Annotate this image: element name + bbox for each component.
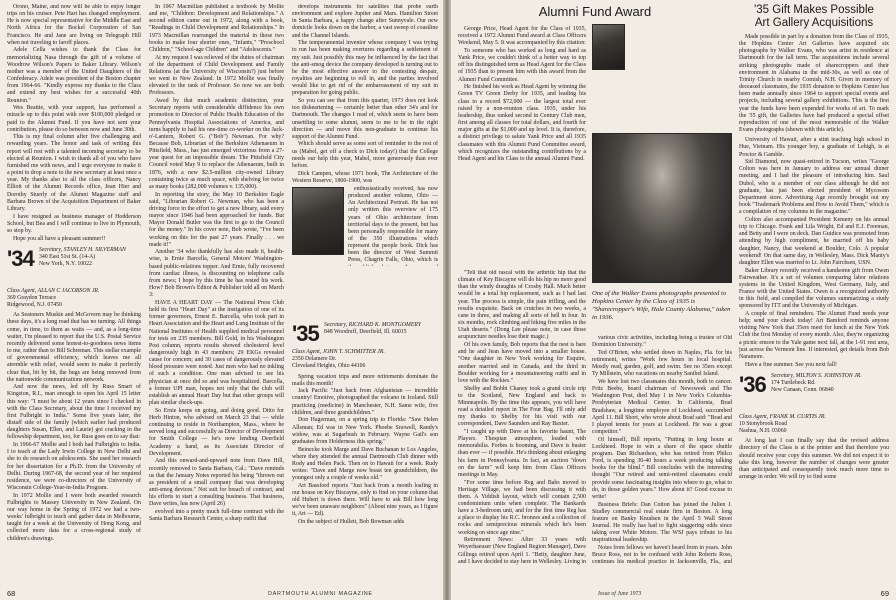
agent-address: Cleveland Heights, Ohio 44106	[292, 363, 366, 370]
paragraph: On the subject of Hullett, Bob Bowman adds	[298, 519, 405, 526]
paragraph: So you can see that from this quarter, 1973 does not look too disheartening — certainly better than other 34's and for Dartmouth. The changes I read of, which seem to have been unsettling to some alumni, seem to me to be in the right direction — and move this non-graduate to continue his support of the Alumni Fund.	[292, 98, 438, 140]
paragraph: In 1972 Mollie and I were both awarded research Fulbrights to Massey University in New Zealand. On our way home in the Spring of 1972 we had a two-weeks' fulbright to teach and gather data in Melbourne, taught for a week at the University of Hong Kong, and collected more data for a cross-regional study of children's drawings.	[7, 492, 141, 542]
right-page	[451, 0, 896, 600]
paragraph: As Seatoners Muskie and McGovern may be thinking these days, it's a long road that has no turning. All things come, in time, to them as waits — and, as a long-time waiter, I'm pleased to report that the U.S. Postal Service recently delivered some honest-to-goodness news items to me, rather than to Bill Schreman. This stellar example of governmental efficiency, which leaves me all atremble with relief, would seem to make it perfectly clear that, bit by bit, the bugs are being removed from the nationwide communications network.	[7, 312, 141, 383]
paragraph: And now the news, led off by Russ Smart of Kingston, R.I., man enough to open his April 15 letter this way: "I must be about 12 years since I checked in with the Class Secretary, about the time I received my first Fulbright to India." Some five years later, the distaff side of the family (which earlier had produced daughters Susan, Ellen, and Laurie) got cracking in the fellowship department, too, for Russ goes on to say that:	[7, 384, 141, 441]
paragraph: Don Hagerman, on a spring trip to Florida: "Saw Helen Allsman; Ed was in New York. Phoebe Snowell, Randy's widow, was at Sugarbush in February. Wayne Gail's son graduates from Holderness this spring."	[292, 417, 438, 445]
class-numeral: '36	[739, 371, 766, 397]
magazine-name: DARTMOUTH ALUMNI MAGAZINE	[268, 591, 373, 597]
col3b-text	[348, 186, 438, 266]
col2-text	[149, 4, 284, 523]
left-column-3	[292, 4, 438, 564]
page-number: 69	[880, 589, 889, 598]
paragraph: Dick Campen, whose 1971 book, The Architecture of the Western Reserve, 1800-1900, was	[292, 170, 438, 184]
paragraph: develops instruments for satellites that probe earth environment and explore Jupiter and Mars. Hamilton Street in Santa Barbara, a happy change after Sunnyvale. Our new domicile looks down on the harbor, a vast sweep of coastline and the Channel Islands.	[292, 4, 438, 39]
paragraph: The temperamental inventor whose company I was trying to run has been making overtures regarding a settlement of my suit. Just possibly this may be influenced by the fact that the anti-smog device the company developed is turning out to be the most effective answer to the contesting despair, royalties are beginning to roll in, and the parties involved would like to get rid of the embarrassment of my suit in preparation for going public.	[292, 40, 438, 97]
paragraph: "Tell that old rascal with the arthritic hip that the climate of Key Biscayne will do his hip no more good than the windy draughts of Crosby Hall. Much better would be a total hip replacement, such as I had last year. The process is simple, the pain trifling, and the results exquisite. Back on crutches in two weeks, a cane in three, and making all sorts of hell in four. In six months, rock climbing and hiking five miles in the Utah deserts." (Dong Lee please note, in case those acupuncture needles lose their magic.)	[458, 270, 586, 341]
paragraph: Of himself, Bill reports, "Putting in long hours at Lockheed. Hope to win a share of the space shuttle program. Dan Richardson, who has retired from Philco Ford, is spending 30-40 hours a week producing talking books for the blind." Bill concludes with the interesting thought "Our retired and semi-retired classmates could provide some fascinating insights into where to go, what to do, in those golden years." How about it? Good excuse to write!	[592, 436, 732, 500]
paragraph: Hope you all have a pleasant summer!!	[13, 235, 106, 242]
address-line: 848 Woodruff, Deerfield, Ill. 60015	[324, 329, 407, 336]
left-column-1	[7, 4, 141, 564]
col1b-text	[7, 312, 141, 543]
class-34-header	[7, 245, 141, 285]
paragraph: enthusiastically received, has now produced another volume, Ohio — An Architectural Portrait. He has not only written this overview of 175 years of Ohio architecture from territorial days to the present, but has been personally responsible for many of the 350 illustrations which represent the people book. Dick has been the director of West Summit Press, Chagrin Falls, Ohio, which is	[348, 185, 438, 264]
paragraph: To someone who has worked as long and hard as Yank Price, we couldn't think of a better way to top off his distinguished term as Head Agent for the Class of 1935 than to present him with this award from the Alumni Fund Committee.	[458, 47, 586, 83]
col1-text	[7, 4, 141, 243]
campen-block	[292, 186, 438, 266]
paragraph: Have a fine summer. See you next fall!	[745, 361, 837, 368]
paragraph: Shelby and Bobbi Chaney took a grand circle trip to the Scotland, New England and back to Minneapolis. By the time this appears, you will have read a detailed report in The Four Bag. I'll only add my thanks to Shelby for his visit with our correspondent, Dave Saunders and Ray Baxter.	[458, 385, 586, 428]
paragraph: Sid Diamond, now quasi-retired in Tucson, writes "George Colton was here in January to address our annual dinner meeting, and I had the pleasure of introducing him. Saul Dubol, who is a member of our class although he did not graduate, has just been elected president of Mycosom Department store. Advertising Age recently brought out my book "Trademark Problems and How to Avoid Them," which is a compilation of my columns in the magazine."	[739, 159, 889, 216]
agent-address: 10 Stonybrook Road	[739, 420, 787, 427]
rcol3b-text	[739, 137, 889, 369]
paragraph: In 1967 Macmillan published a textbook by Mollie and me, "Children: Development and Relationships." A second edition came out in 1972, along with a book, "Readings in Child Development and Relationships." In 1973 Macmillan rearranged the material in those two books to make four shorter ones, "Infants," "Preschool Children," "School-age Children" and "Adolescents."	[149, 4, 284, 53]
paragraph: Orono, Maine, and now will be able to enjoy longer trips on his cruiser. Pete Hart has changed employment. He is now special representative for the Middle East and North Africa for the Bockel Corporation of San Francisco. He and Jane are living on Telegraph Hill when not traveling to faroff places.	[7, 4, 141, 46]
issue-date: Issue of June 1973	[598, 591, 642, 597]
rcol2b-text	[592, 335, 732, 565]
col3-text	[292, 4, 438, 185]
photo-caption: One of the Walker Evans photographs presented to Hopkins Center by the Class of 1935 is "Sharecropper's Wife, Hale County Alabama," taken in 1936.	[592, 290, 731, 321]
right-column-2-top	[592, 74, 728, 130]
paragraph: Retirement News: After 33 years with Weyerhaeuser (New England Region Manager), Dave Gillings retired upon April 1. "Betty, daughter June, and I have decided to stay here in Wellesley. Living in	[458, 537, 586, 565]
agent-address: Ridgewood, N.J. 07450	[7, 302, 62, 309]
agent-line: Class Agent, FRANK M. CURTIS JR.	[739, 413, 826, 420]
page-gutter	[443, 0, 451, 600]
paragraph: And this onward-and-upward note from Dave Hill, recently removed to Santa Barbara, Cal.: "Dave reminds us that the January Notes reported his being "thrown out as president of a small company that was developing anti-smog devices." Not suit for breach of contract, and his efforts to start a consulting business. That business, Dave writes, has now (April 26)	[149, 458, 284, 508]
class-35-header	[292, 320, 438, 360]
agent-address: 369 Graydon Terrace	[7, 294, 57, 301]
secretary-line: Secretary, MILTON S. JOHNSTON JR.	[771, 372, 862, 379]
paragraph: Colton also accompanied President Kemeny on his annual trip to Chicago. Frank and Lila Wright, Ed and E.J. Freeman, and Betty and I were on deck. Dan Guidice was promoted from attending by high compliment, he married off his baby daughter, Nancy, that weekend at Boulder, Colo. A popular weekend! On that same day, in Wellesley, Mass. Dick Manty's daughter Ellen was married to Lt. John Fairchsen, USN.	[739, 216, 889, 266]
right-column-1-lower	[458, 270, 586, 565]
agent-address: 2350 Delamere Dr.	[292, 356, 337, 363]
walker-evans-photograph	[592, 133, 732, 283]
left-column-2	[149, 4, 284, 564]
rcol3c-text	[739, 438, 889, 481]
paragraph: Business Briefs: Dan Cotton has joined the Julien J. Studley commercial real estate firm in Boston. A long feature on Banky Knudsen in the April 5 Wall Street Journal. He really has had to fight staggering odds since taking over White Motors. The WSJ pays tribute to his inspirational leadership.	[592, 501, 732, 544]
paragraph: I have resigned as business manager of Hodderson School, but Bea and I will continue to live in Plymouth, so stop by.	[7, 213, 141, 234]
paragraph: Notes from fellows we haven't heard from in years. John Bruce Ross, not to be confused with John Roberts Ross, continues his medical practice in Jacksonville, Fla., and	[592, 545, 732, 565]
paragraph: Awed by that much academic distinction, your Secretary reports with considerable diffidence his own promotion to Director of Public Health Education of the Pennsylvania Hospital Associations of America, and turns happily to hail his one-time co-worker on the Jack-o'-Lantern, Robert G. ("Bob") Newman. For why? Because Bob, Librarian of the Berkshire Athenaeum in Pittsfield, Mass., has just emerged victorious from a 27-year quest for an impossible dream. The Pittsfield City Council voted May 9 to replace the Athenaeum, built in 1876, with a new $2.5-million city-owned Library containing twice as much space, with shelving for twice as many books (282,000 volumes v. 135,000).	[149, 98, 284, 190]
paragraph: At long last I can finally say that the revised address directory of the Class is at the printer and that therefore you should receive your copy this summer. We did not expect it to take this long, however the number of changes were greater than anticipated and consequently took much more time to arrange in order. We will try to find some	[739, 438, 889, 481]
address-line: 174 Turtlebeck Rd.	[771, 379, 816, 386]
secretary-line: Secretary, STANLEY H. SILVERMAN	[39, 246, 126, 253]
agent-address: Nashua, N.H. 03060	[739, 428, 787, 435]
paragraph: Baker Library recently received a handsome gift from Owen Fairweather. It's a set of volumes comparing labor relations systems in the United Kingdom, West Germany, Italy, and France with the United States. Owen is a recognized authority in this field, and compiled the volumes summarizing a study sponsored by ITT and the University of Michigan.	[739, 267, 889, 310]
paragraph: Another '34 who thankfully has also made it, health-wise, is Ernie Barcella, General Motors' Washington-based public-relations topper. And Ernie, fully recovered from cardiac illness, is discounting no telephone calls from news; I hope by this time he has rested his work. How? Bob Brown's Editor & Publisher told all on March 3:	[149, 249, 284, 299]
campen-portrait-photo	[292, 187, 344, 255]
agent-line: Class Agent, JOHN T. SCHMITTER JR.	[292, 348, 385, 355]
paragraph: George Price, Head Agent for the Class of 1935, received a 1972 Alumni Fund award at Class Officers Weekend, May 5. It was accompanied by this citation:	[458, 26, 586, 47]
paragraph: HAVE A HEART DAY — The National Press Club held its first "Heart Day" at the instigation of one of its former governors, Ernest E. Barcella, who took part in Heart Association and the Heart and Lung Institute of the National Institutes of Health supplied medical personnel for tests on 235 members. Bill Gold, in his Washington Post column, reports results showed cholesterol level dangerously high in 43 members; 29 EKGs revealed cause for concern; and 30 cases of dangerously elevated blood pressure were noted. Just men who had no inkling of such a condition. One man advised to see his physician at once did so and was hospitalized. Barcella, a former UPI man, hopes not only that the club will establish an annual Heart Day but that other groups will plan similar check-ups.	[149, 299, 284, 407]
paragraph: "For some time before Reg and Babs moved to Heritage Village, we had been discussing it with them. A Yiddish layout, which will contain 2,500 condominium units when complete. The Bankards have a 3-bedroom unit, and for the first time Reg has a place to display his R.C. bronzes and a collection of rocks and semiprecious minerals which he's been working on since age nine."	[458, 479, 586, 536]
paragraph: In reporting the story, the May 10 Berkshire Eagle said, "Librarian Robert G. Newman, who has been a driving force in the effort to get a new library, said every mayor since 1946 had been approached for funds. But Mayor Donald Butler was the first to go to the Council for the money." In his cover note, Bob wrote, "I've been working on this for the past 27 years. Finally . . . we made it!"	[149, 191, 284, 248]
class-officers	[324, 322, 421, 336]
gift-box-title-line-1: '35 Gift Makes Possible	[754, 4, 874, 16]
class-numeral: '35	[292, 320, 319, 346]
gift-box-text	[739, 34, 889, 134]
paragraph: various civic activities, including being a trustee of Old Dominion University."	[592, 335, 732, 349]
paragraph: In 1966-67 Mollie and I both had Fulbrights to India. I to teach at the Lady Irwin College in New Delhi and she to do research on adolescents. She used her research for her dissertation for a Ph.D. from the University of Delhi. During 1967-68, the second year of her required residence, we were co-directors of the University of Wisconsin College-Year-in-India Program.	[7, 442, 141, 492]
paragraph: evolved into a pretty much full-time contract with the Santa Barbara Research Center, a sharp outfit that	[149, 508, 284, 523]
paragraph: Beinecke took Marge and Dave Buchanan to Los Angeles, where they attended the annual Dartmouth Club dinner with Rody and Helen Pack. Then on to Hawaii for a week. Rudy writes: "Dave and Marge now boast ten grandchildren, the youngest only a couple of weeks old."	[292, 446, 438, 482]
paragraph: Of his own family, Bob reports that the nest is bare and he and Jean have moved into a smaller house. "One daughter in New York working for Esquire, another married and in Canada, and the third in Boulder working for a mountaineering outfit and in love with the Rockies."	[458, 342, 586, 384]
right-column-2-lower	[592, 335, 732, 565]
paragraph: Ted O'Brien, who settled down in Naples, Fla. for his retirement, writes "Work few hours in local hospital. Mostly read, garden, golf, and swim. See no 35ers except Ty Millstein, who vacations on nearby Sanibel Island.	[592, 349, 732, 378]
class-officers	[39, 247, 126, 269]
paragraph: Which should serve as some sort of reminder to the rest of us (Mabel, get off a check to Dick today!) that the College needs our help this year, Mabel, more generously than ever before.	[292, 141, 438, 169]
paragraph: Art Bassford reports "Just back from a month loafing in our house on Key Biscayne, only to find on your column that old Hubert is down there. Will have to ask Bill how long we've been unaware neighbors" (About nine years, as I figure it, Art — Ed).	[292, 482, 438, 518]
paragraph: This is my final column after five challenging and rewarding years. The honor and task of writing this report will rest with a talented incoming secretary to be elected at Reunion. I wish to thank all of you who have furnished me with news, and I urge everyone to make it a point to drop a note to the new secretary at least once a year. My thanks also to all the class officers, Nancy Elliott of the Alumni Records office, Jean Hier and Dorothy Stuerly of the Alumni Magazine staff and Barbara Brown of the Acquisition Department of Baker Library.	[7, 134, 141, 212]
paragraph: "I caught up with Dave at his favorite haunt, The Players. Thespian atmosphere, loaded with memorabilia. Forbes is booming, and Dave is busier than ever — if possible. He's thinking about enlarging his farm in Pennsylvania. In fact, an auction "down on the farm" will keep him from Class Officers meetings in May.	[458, 428, 586, 478]
class-36-header	[739, 371, 889, 411]
paragraph: He finished his work as Head Agent by winning the Green TV Green Derby for 1935, and leading his class to a record $72,000 — the largest total ever raised by a non-reunion class. 1935, under his leadership, thus ranked second in Century Club men, first among all classes for total dollars, and fourth for major gifts at the $1,000 and up level. It is, therefore, a distinct privilege to salute Yank Price and all 1935 classmates with this Alumni Fund Committee award, which recognizes the outstanding contributions by a Head Agent and his Class to the annual Alumni Fund.	[458, 84, 586, 162]
address-line: New Canaan, Conn. 06840	[771, 387, 834, 394]
class-agent	[7, 288, 141, 310]
paragraph: So Ernie keeps on going, and doing good. Ditto for Herb Hinton, who advised on March 23 that — while continuing to reside in Northampton, Mass., where he served long and successfully as Director of Development for Smith College — he's now lending Deerfield Academy a hand, as its Associate Director of Development.	[149, 407, 284, 457]
class-agent	[739, 414, 889, 436]
award-text	[458, 26, 586, 163]
secretary-line: Secretary, RICHARD K. MONTGOMERY	[324, 321, 422, 328]
paragraph: At my request I was relieved of the duties of chairman of the department of Child Development and Family Relations (at the University of Wisconsin?) just before we went to New Zealand. In 1972 Mollie was finally elevated to the rank of Professor. So now we are both Professors.	[149, 54, 284, 97]
paragraph: University of Hawaii, after a stint teaching high school in Hue, Vietnam. His younger boy, a graduate of Lehigh, is at Proctor & Gamble.	[739, 137, 889, 158]
class-numeral: '34	[7, 245, 34, 271]
class-officers	[771, 373, 862, 395]
agent-line: Class Agent, ALLAN C JACOBSON JR.	[7, 287, 100, 294]
address-line: New York, N.Y. 10022	[39, 261, 92, 268]
alumni-fund-award-title: Alumni Fund Award	[538, 4, 652, 19]
left-page	[0, 0, 443, 600]
address-line: 340 East 51st St. (14-A)	[39, 253, 96, 260]
paragraph: Jack Pacific "Just back from Afghanistan — incredible country! Emotive, photographed the volcano in Iceland. Still practicing (medicine) in Manchester, N.H. Same wife, five children, and three grandchildren."	[292, 388, 438, 416]
gift-box-title-line-2: Art Gallery Acquisitions	[754, 17, 874, 29]
paragraph: We have lost two classmates this month, both to cancer. Fritz Beebe, board chairman of Newsweek and The Washington Post, died May 1 in New York's Columbia-Presbyterian Medical Center. In California, Brad Bradshaw, a longtime employee of Lockheed, succumbed April 11. Bill Short, who wrote about Brad said: "Brad and I played tennis for years at Lockheed. He was a great competitor."	[592, 378, 732, 436]
paragraph: Wes Beattie, with your support, has performed a miracle up to this point with over $100,000 pledged or paid to the Alumni Fund. If you have not sent your contribution, please do so between now and June 30th.	[7, 105, 141, 133]
right-column-3	[739, 4, 889, 564]
price-portrait-photo	[592, 24, 625, 70]
gift-box	[739, 4, 889, 134]
paragraph: Spring vacation trips and more retirements dominate the mails this month!	[292, 373, 438, 387]
col3c-text	[292, 374, 438, 527]
paragraph: A couple of final reminders. The Alumni Fund needs your help; send your check today! Art Bamford reminds anyone visiting New York that 35ers meet for lunch at the New York Club the first Monday of every month. Also, they're organizing a picnic emcee to the Yale game next fall, at the 1-91 rest area, just across the Vermont line. If interested, get details from Bob Naramore.	[739, 310, 889, 360]
rcol1b-text	[458, 270, 586, 565]
page-number: 68	[7, 589, 16, 598]
paragraph: Adele Cella wishes to thank the Class for memorializing Nasa through the gift of a volume of Woodrow Wilson's Papers to Baker Library. Wilson's mother was a member of the United Daughters of the Confederacy. Adele was president of the Boston chapter from 1964-66. "Kindly express my thanks to the Class and extend my best wishes for a successful 40th Reunion."	[7, 47, 141, 104]
paragraph: Made possible in part by a donation from the Class of 1935, the Hopkins Center Art Galleries have acquired six photographs by Walker Evans, who was artist in residence at Dartmouth for the fall term. The acquisitions include several striking photographs made of sharecroppers and their environment in Alabama in the mid-30s, as well as one of Trinity Church in nearby Cornish, N.H. Given in memory of deceased classmates, the 1935 donation to Hopkins Center has been made annually since 1964 to support special events and projects, including several gallery exhibitions. This is the first year the funds have been expended for works of art. To mark the '35 gift, the Galleries have had produced a special offset reproduction of one of the most memorable of the Walker Evans photographs (shown with this article).	[739, 34, 889, 134]
